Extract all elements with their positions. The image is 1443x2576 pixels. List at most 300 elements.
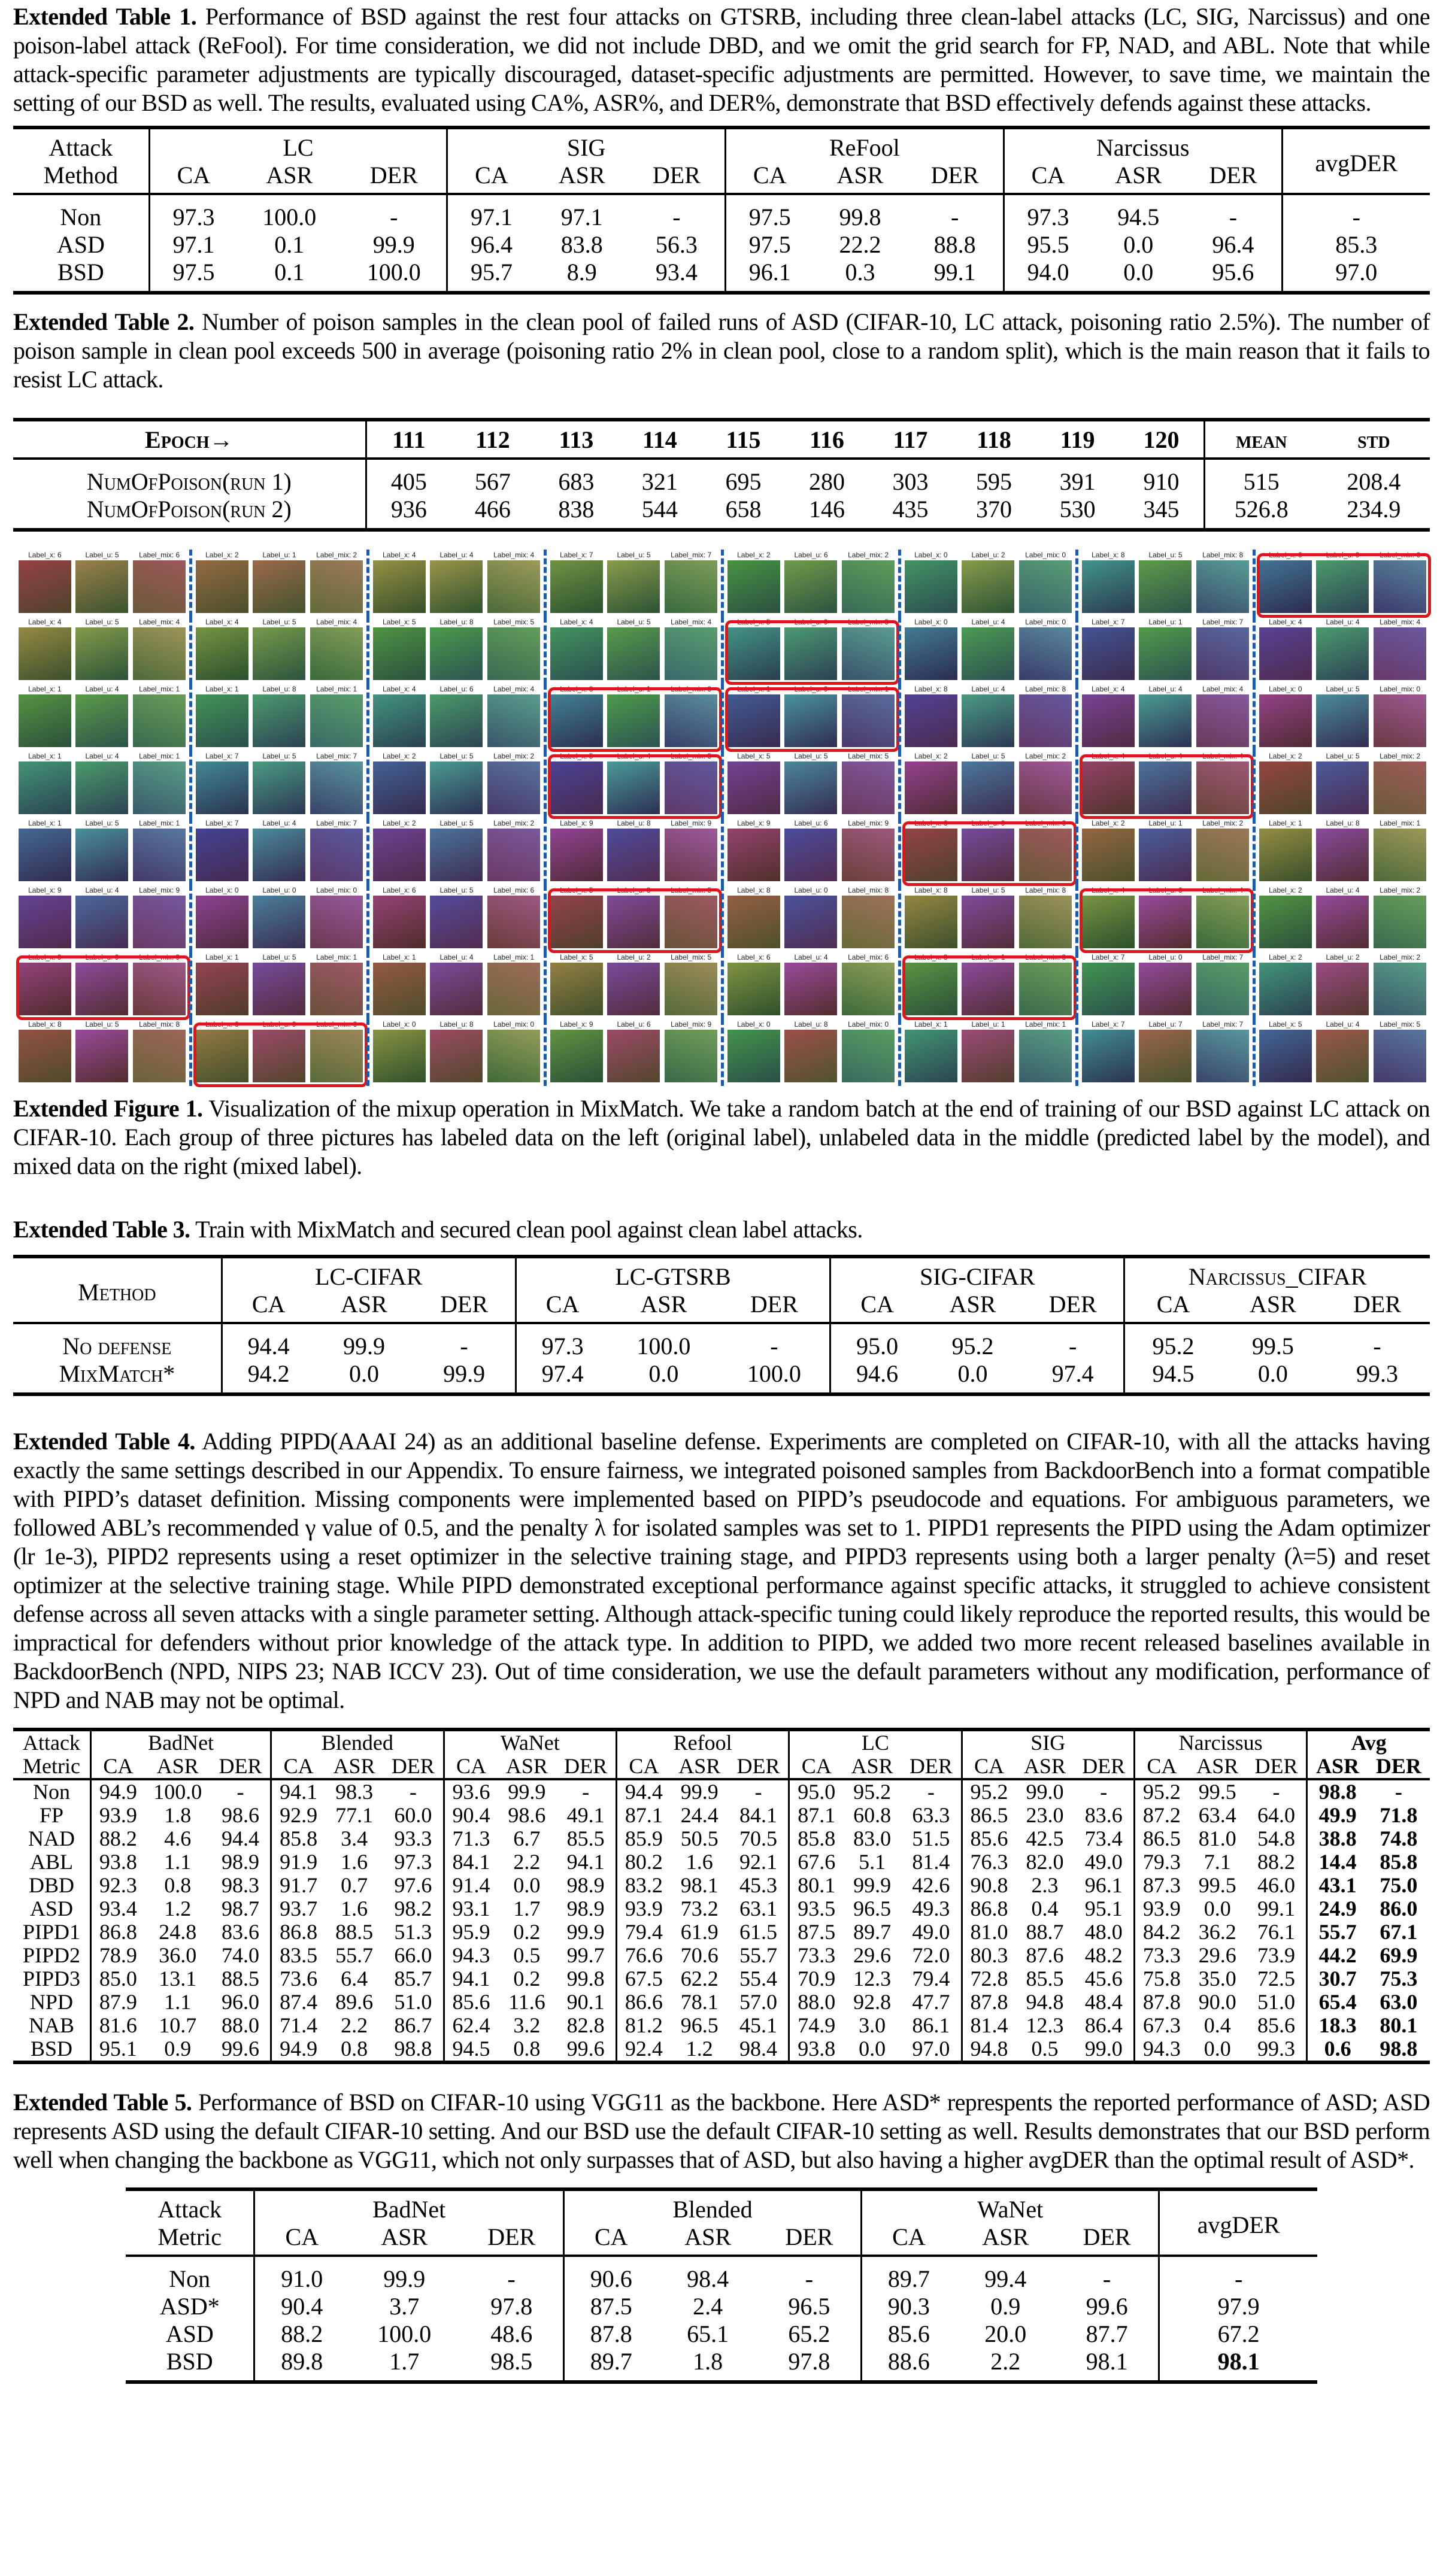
- table-cell: 86.5: [1134, 1827, 1188, 1850]
- sample-label: Label_x: 6: [28, 551, 62, 559]
- sample-label: Label_mix: 6: [493, 886, 535, 894]
- unlabeled-sample: [607, 818, 660, 885]
- column-header: DER: [1324, 1291, 1430, 1323]
- sample-label: Label_x: 4: [560, 618, 593, 626]
- mixup-group: [721, 751, 898, 818]
- caption-text: Performance of BSD on CIFAR-10 using VGG11 as the backbone. Here ASD* represpents the reported performance of ASD; ASD represents ASD using the default CIFAR-10 setting. And our BSD use the default CIFAR-10 setting as well. Results demonstrates that our BSD perform well when changing the backbone as VGG11, which not only surpasses that of ASD, but also having a higher avgDER than the optimal result of ASD*.: [13, 2089, 1430, 2173]
- table-cell: 99.6: [566, 2037, 605, 2061]
- cifar-image: [19, 1030, 71, 1082]
- labeled-sample: [1081, 751, 1135, 818]
- table-cell: 1.2: [686, 2037, 713, 2061]
- sample-label: Label_u: 1: [971, 953, 1005, 961]
- table-row: [13, 1991, 1430, 2014]
- labeled-sample: [550, 684, 604, 751]
- unlabeled-sample: [1138, 1019, 1192, 1086]
- labeled-sample: [18, 684, 72, 751]
- table-cell: 90.6: [563, 2256, 657, 2293]
- table-cell: 51.0: [1257, 1990, 1296, 2014]
- table-cell: 35.0: [1198, 1967, 1236, 1991]
- table-row: [126, 2348, 1317, 2382]
- table-cell: 24.9: [1307, 1897, 1368, 1920]
- unlabeled-sample: [252, 885, 306, 952]
- labeled-sample: [195, 751, 249, 818]
- mixup-group: [898, 550, 1075, 617]
- mixed-sample: [664, 885, 718, 952]
- table-cell: 65.4: [1307, 1991, 1368, 2014]
- table-cell: -: [770, 1333, 778, 1360]
- column-header: DER: [1022, 1291, 1124, 1323]
- labeled-sample: [1081, 952, 1135, 1019]
- table-cell: 87.8: [1134, 1991, 1188, 2014]
- table-cell: 86.8: [271, 1920, 325, 1944]
- row-header-label: Method: [13, 162, 149, 194]
- mixed-sample: [1373, 952, 1427, 1019]
- sample-label: Label_u: 5: [262, 953, 296, 961]
- labeled-sample: [195, 818, 249, 885]
- cifar-image: [253, 761, 305, 814]
- table-cell: 43.1: [1307, 1874, 1368, 1897]
- row-label: ASD: [165, 2320, 214, 2347]
- table-cell: 62.2: [680, 1967, 719, 1991]
- mixup-group: [1253, 617, 1430, 684]
- mixed-sample: [132, 818, 186, 885]
- unlabeled-sample: [1315, 684, 1369, 751]
- sample-label: Label_mix: 4: [1202, 685, 1244, 693]
- column-header: DER: [1056, 2223, 1159, 2256]
- table-row: [126, 2293, 1317, 2320]
- table-cell: 234.9: [1347, 496, 1401, 523]
- cifar-image: [1082, 627, 1135, 680]
- sample-label: Label_mix: 9: [671, 819, 712, 827]
- mixup-group: [12, 1019, 189, 1086]
- table-cell: 45.3: [739, 1873, 777, 1897]
- cifar-image: [1259, 829, 1312, 881]
- sample-label: Label_x: 8: [1092, 551, 1125, 559]
- cifar-image: [253, 963, 305, 1015]
- cifar-image: [905, 694, 957, 747]
- mixed-sample: [487, 684, 541, 751]
- sample-label: Label_x: 2: [383, 752, 416, 760]
- cifar-image: [1019, 761, 1072, 814]
- table-cell: 51.0: [394, 1990, 432, 2014]
- cifar-image: [1316, 627, 1369, 680]
- mixed-sample: [841, 684, 895, 751]
- column-header: DER: [729, 1755, 789, 1779]
- sample-label: Label_mix: 4: [493, 551, 535, 559]
- mixup-group: [721, 952, 898, 1019]
- column-header: DER: [460, 2223, 563, 2256]
- column-header: 120: [1119, 420, 1204, 459]
- table-row: [13, 1920, 1430, 1944]
- cifar-image: [430, 963, 483, 1015]
- cifar-image: [253, 627, 305, 680]
- cifar-image: [133, 1030, 186, 1082]
- table-cell: 303: [892, 468, 929, 495]
- unlabeled-sample: [607, 1019, 660, 1086]
- table-cell: 13.1: [159, 1967, 197, 1991]
- table-cell: 146: [808, 496, 845, 523]
- mixed-sample: [132, 1019, 186, 1086]
- sample-label: Label_mix: 9: [139, 886, 180, 894]
- column-header: CA: [149, 162, 237, 194]
- cifar-image: [1259, 1030, 1312, 1082]
- sample-label: Label_mix: 9: [139, 953, 180, 961]
- sample-label: Label_u: 4: [262, 819, 296, 827]
- table-cell: 90.8: [962, 1874, 1015, 1897]
- mixup-group: [12, 550, 189, 617]
- cifar-image: [19, 829, 71, 881]
- sample-label: Label_mix: 7: [671, 551, 712, 559]
- table-row: [126, 2256, 1317, 2293]
- table-cell: 4.6: [164, 1826, 192, 1850]
- table-cell: 0.2: [513, 1920, 541, 1944]
- image-grid-row: [12, 818, 1431, 885]
- table-1-caption: [13, 2, 1430, 117]
- unlabeled-sample: [1315, 952, 1369, 1019]
- mixed-sample: [487, 818, 541, 885]
- table-cell: 81.0: [962, 1920, 1015, 1944]
- table-cell: 63.3: [912, 1803, 950, 1827]
- caption-title: Extended Table 2.: [13, 308, 195, 335]
- sample-label: Label_x: 1: [28, 752, 62, 760]
- sample-label: Label_x: 8: [914, 953, 948, 961]
- table-cell: 78.9: [90, 1944, 144, 1967]
- table-cell: 70.9: [789, 1967, 843, 1991]
- sample-label: Label_u: 1: [1148, 618, 1183, 626]
- unlabeled-sample: [1315, 550, 1369, 617]
- mixup-group: [544, 952, 721, 1019]
- column-group-header: LC: [789, 1730, 962, 1755]
- mixed-sample: [664, 617, 718, 684]
- cifar-image: [905, 1030, 957, 1082]
- labeled-sample: [18, 550, 72, 617]
- table-cell: 91.7: [271, 1874, 325, 1897]
- sample-label: Label_u: 5: [617, 618, 651, 626]
- table-cell: 97.3: [516, 1323, 608, 1360]
- table-cell: 936: [366, 496, 451, 530]
- table-cell: 93.4: [90, 1897, 144, 1920]
- table-cell: 85.6: [862, 2320, 956, 2348]
- column-group-header: Narcissus: [1004, 128, 1282, 162]
- column-header: CA: [726, 162, 814, 194]
- cifar-image: [1316, 963, 1369, 1015]
- row-header-label: Epoch→: [13, 420, 366, 459]
- mixed-sample: [1196, 751, 1250, 818]
- table-cell: 93.9: [616, 1897, 670, 1920]
- table-cell: 87.6: [1026, 1943, 1064, 1967]
- table-cell: 73.3: [789, 1944, 843, 1967]
- table-cell: 73.6: [271, 1967, 325, 1991]
- labeled-sample: [1259, 684, 1312, 751]
- sample-label: Label_mix: 6: [139, 551, 180, 559]
- cifar-image: [1019, 963, 1072, 1015]
- labeled-sample: [195, 952, 249, 1019]
- table-cell: -: [237, 1780, 244, 1804]
- column-header: DER: [907, 162, 1004, 194]
- cifar-image: [1139, 761, 1192, 814]
- labeled-sample: [904, 751, 958, 818]
- sample-label: Label_mix: 8: [1202, 551, 1244, 559]
- table-cell: 0.9: [164, 2037, 192, 2061]
- sample-label: Label_x: 9: [737, 819, 771, 827]
- table-cell: 91.9: [271, 1850, 325, 1874]
- cifar-image: [905, 627, 957, 680]
- table-cell: 80.1: [1380, 2013, 1418, 2037]
- image-grid-row: [12, 550, 1431, 617]
- table-cell: 92.3: [90, 1874, 144, 1897]
- sample-label: Label_mix: 2: [316, 551, 357, 559]
- cifar-image: [727, 627, 780, 680]
- sample-label: Label_mix: 1: [1025, 1020, 1066, 1028]
- sample-label: Label_u: 5: [439, 886, 474, 894]
- extended-table-4: [13, 1728, 1430, 2064]
- row-label: BSD: [166, 2348, 213, 2375]
- cifar-image: [75, 896, 128, 948]
- table-cell: 100.0: [377, 2320, 432, 2347]
- cifar-image: [665, 560, 717, 613]
- unlabeled-sample: [429, 1019, 483, 1086]
- cifar-image: [665, 1030, 717, 1082]
- table-cell: 76.6: [616, 1944, 670, 1967]
- table-cell: 94.4: [222, 1323, 314, 1360]
- table-cell: 99.0: [1026, 1780, 1064, 1804]
- unlabeled-sample: [784, 617, 838, 684]
- unlabeled-sample: [1138, 818, 1192, 885]
- table-cell: 86.4: [1084, 2013, 1123, 2037]
- mixed-sample: [1018, 751, 1072, 818]
- column-header: 117: [869, 420, 953, 459]
- sample-label: Label_mix: 5: [493, 618, 535, 626]
- table-cell: 99.9: [566, 1920, 605, 1944]
- cifar-image: [842, 694, 895, 747]
- table-cell: 6.4: [341, 1967, 368, 1991]
- sample-label: Label_mix: 1: [139, 685, 180, 693]
- table-cell: 92.4: [616, 2037, 670, 2062]
- table-cell: 3.0: [859, 2013, 886, 2037]
- table-cell: 80.1: [789, 1874, 843, 1897]
- table-cell: 77.1: [335, 1803, 374, 1827]
- labeled-sample: [195, 617, 249, 684]
- unlabeled-sample: [252, 550, 306, 617]
- mixup-group: [898, 952, 1075, 1019]
- table-cell: 93.8: [90, 1850, 144, 1874]
- mixed-sample: [841, 1019, 895, 1086]
- table-cell: 96.5: [853, 1897, 892, 1920]
- unlabeled-sample: [784, 550, 838, 617]
- table-cell: 87.1: [789, 1804, 843, 1827]
- column-header: 114: [618, 420, 702, 459]
- cifar-image: [1374, 1030, 1426, 1082]
- cifar-image: [842, 560, 895, 613]
- table-cell: 88.0: [221, 2013, 259, 2037]
- labeled-sample: [727, 952, 781, 1019]
- mixed-sample: [664, 751, 718, 818]
- mixed-sample: [310, 1019, 363, 1086]
- cifar-image: [962, 627, 1014, 680]
- table-cell: -: [1068, 1333, 1077, 1360]
- cifar-image: [550, 963, 603, 1015]
- sample-label: Label_u: 5: [1148, 551, 1183, 559]
- cifar-image: [842, 761, 895, 814]
- table-cell: 0.0: [957, 1360, 988, 1387]
- cifar-image: [665, 627, 717, 680]
- sample-label: Label_u: 4: [439, 551, 474, 559]
- column-header: CA: [222, 1291, 314, 1323]
- column-header: CA: [789, 1755, 843, 1779]
- table-cell: 530: [1059, 496, 1096, 523]
- caption-title: Extended Table 3.: [13, 1216, 190, 1243]
- labeled-sample: [1259, 1019, 1312, 1086]
- table-cell: 99.7: [566, 1943, 605, 1967]
- table-cell: 0.0: [859, 2037, 886, 2061]
- unlabeled-sample: [429, 885, 483, 952]
- table-cell: 92.9: [271, 1804, 325, 1827]
- table-cell: -: [409, 1780, 417, 1804]
- cifar-image: [727, 963, 780, 1015]
- table-cell: 94.6: [830, 1360, 923, 1394]
- table-cell: -: [460, 1333, 468, 1360]
- cifar-image: [1082, 1030, 1135, 1082]
- column-header: ASR: [348, 2223, 460, 2256]
- table-cell: 49.9: [1307, 1804, 1368, 1827]
- cifar-image: [607, 896, 660, 948]
- sample-label: Label_x: 7: [1092, 1020, 1125, 1028]
- sample-label: Label_mix: 2: [1380, 886, 1421, 894]
- sample-label: Label_x: 6: [914, 819, 948, 827]
- table-cell: 66.0: [394, 1943, 432, 1967]
- unlabeled-sample: [961, 550, 1015, 617]
- unlabeled-sample: [252, 684, 306, 751]
- table-cell: 98.3: [335, 1780, 374, 1804]
- table-cell: 0.0: [513, 1873, 541, 1897]
- column-header: ASR: [498, 1755, 556, 1779]
- labeled-sample: [1259, 617, 1312, 684]
- table-cell: -: [582, 1780, 590, 1804]
- sample-label: Label_mix: 1: [1380, 819, 1421, 827]
- caption-text: Number of poison samples in the clean pool of failed runs of ASD (CIFAR-10, LC attack, poisoning ratio 2.5%). The number of poison sample in clean pool exceeds 500 in average (poisoning ratio 2% in clean pool, close to a random split), which is the main reason that it fails to resist LC attack.: [13, 308, 1430, 393]
- labeled-sample: [904, 550, 958, 617]
- table-row: [13, 1944, 1430, 1967]
- cifar-image: [1139, 694, 1192, 747]
- column-group-header: WaNet: [862, 2189, 1159, 2223]
- table-cell: 1.6: [341, 1897, 368, 1920]
- table-cell: 99.5: [1198, 1873, 1236, 1897]
- table-cell: 98.6: [221, 1803, 259, 1827]
- mixup-group: [12, 952, 189, 1019]
- sample-label: Label_x: 1: [28, 819, 62, 827]
- sample-label: Label_mix: 7: [1202, 953, 1244, 961]
- unlabeled-sample: [252, 751, 306, 818]
- table-cell: 208.4: [1347, 468, 1401, 495]
- mixup-group: [544, 684, 721, 751]
- sample-label: Label_x: 4: [383, 551, 416, 559]
- sample-label: Label_u: 4: [1148, 685, 1183, 693]
- table-cell: 88.2: [1257, 1850, 1296, 1874]
- sample-label: Label_mix: 0: [493, 1020, 535, 1028]
- sample-label: Label_x: 5: [737, 752, 771, 760]
- mixup-group: [189, 617, 366, 684]
- table-cell: 75.0: [1380, 1873, 1418, 1897]
- labeled-sample: [550, 952, 604, 1019]
- row-label: ASD: [29, 1897, 73, 1920]
- sample-label: Label_x: 2: [1269, 886, 1302, 894]
- cifar-image: [75, 761, 128, 814]
- cifar-image: [962, 694, 1014, 747]
- mixed-sample: [310, 751, 363, 818]
- table-cell: 0.5: [1031, 2037, 1059, 2061]
- table-cell: 93.1: [444, 1897, 498, 1920]
- table-cell: 74.8: [1380, 1826, 1418, 1850]
- cifar-image: [842, 896, 895, 948]
- sample-label: Label_u: 9: [971, 819, 1005, 827]
- table-cell: 97.1: [447, 194, 535, 231]
- mixed-sample: [1196, 684, 1250, 751]
- cifar-image: [487, 560, 540, 613]
- table-cell: -: [1229, 204, 1238, 230]
- table-cell: 99.6: [221, 2037, 259, 2061]
- cifar-image: [430, 694, 483, 747]
- image-grid-row: [12, 952, 1431, 1019]
- column-header: ASR: [314, 1291, 413, 1323]
- sample-label: Label_u: 1: [617, 685, 651, 693]
- table-cell: 466: [474, 496, 511, 523]
- table-cell: 99.1: [933, 259, 976, 286]
- table-cell: 85.6: [962, 1827, 1015, 1850]
- cifar-image: [19, 896, 71, 948]
- column-header: DER: [901, 1755, 962, 1779]
- table-cell: 96.1: [726, 259, 814, 293]
- mixup-group: [12, 885, 189, 952]
- mixed-sample: [1196, 885, 1250, 952]
- sample-label: Label_u: 4: [439, 953, 474, 961]
- unlabeled-sample: [961, 952, 1015, 1019]
- sample-label: Label_u: 9: [85, 953, 119, 961]
- cifar-image: [784, 963, 837, 1015]
- table-cell: 48.2: [1084, 1943, 1123, 1967]
- table-cell: 75.8: [1134, 1967, 1188, 1991]
- sample-label: Label_mix: 1: [139, 819, 180, 827]
- unlabeled-sample: [607, 952, 660, 1019]
- table-cell: 683: [558, 468, 595, 495]
- table-cell: 1.8: [164, 1803, 192, 1827]
- cifar-image: [550, 761, 603, 814]
- table-cell: 89.7: [563, 2348, 657, 2382]
- sample-label: Label_u: 5: [85, 618, 119, 626]
- table-cell: 0.8: [341, 2037, 368, 2061]
- labeled-sample: [904, 885, 958, 952]
- table-cell: 0.0: [1123, 231, 1154, 258]
- unlabeled-sample: [1138, 550, 1192, 617]
- sample-label: Label_u: 5: [85, 1020, 119, 1028]
- table-cell: 98.1: [1086, 2348, 1128, 2375]
- table-cell: 49.3: [912, 1897, 950, 1920]
- column-header: DER: [719, 1291, 830, 1323]
- image-grid-row: [12, 885, 1431, 952]
- table-cell: 94.3: [1134, 2037, 1188, 2062]
- cifar-image: [727, 761, 780, 814]
- cifar-image: [607, 627, 660, 680]
- table-row: [13, 2037, 1430, 2062]
- cifar-image: [1316, 761, 1369, 814]
- labeled-sample: [1081, 1019, 1135, 1086]
- cifar-image: [310, 896, 363, 948]
- table-cell: 85.8: [271, 1827, 325, 1850]
- mixup-group: [1075, 952, 1253, 1019]
- labeled-sample: [727, 684, 781, 751]
- mixup-group: [12, 818, 189, 885]
- table-cell: 72.5: [1257, 1967, 1296, 1991]
- mixed-sample: [1018, 550, 1072, 617]
